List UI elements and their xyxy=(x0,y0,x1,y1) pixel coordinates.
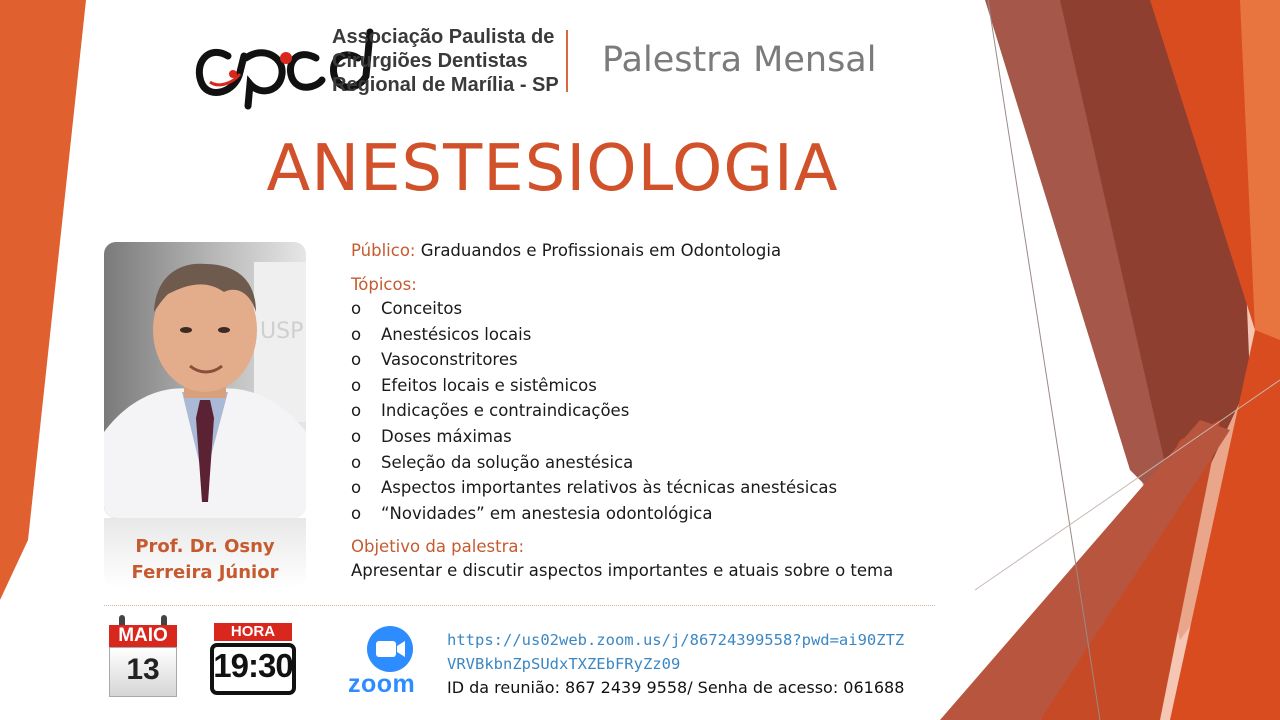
topic-text: Seleção da solução anestésica xyxy=(381,452,634,472)
zoom-link-line-1[interactable]: https://us02web.zoom.us/j/86724399558?pwd=ai90ZTZ xyxy=(447,631,905,649)
logo-line-1: Associação Paulista de xyxy=(332,26,555,48)
bullet: o xyxy=(351,503,362,523)
bullet: o xyxy=(351,350,362,370)
objective-label: Objetivo da palestra: xyxy=(351,537,525,557)
bullet: o xyxy=(351,401,362,421)
topic-text: Doses máximas xyxy=(381,426,512,446)
topic-text: “Novidades” em anestesia odontológica xyxy=(381,503,713,523)
topic-item xyxy=(351,296,951,322)
zoom-link-line-2[interactable]: VRVBkbnZpSUdxTXZEbFRyZz09 xyxy=(447,655,681,673)
topic-item xyxy=(351,501,951,527)
topic-text: Efeitos locais e sistêmicos xyxy=(381,375,597,395)
audience-text: Graduandos e Profissionais em Odontologia xyxy=(420,241,782,260)
header-title: Palestra Mensal xyxy=(602,40,877,80)
topic-item xyxy=(351,398,951,424)
topic-item xyxy=(351,450,951,476)
bullet: o xyxy=(351,324,362,344)
logo-line-2: Cirurgiões Dentistas xyxy=(332,50,528,72)
date-month: MAIO xyxy=(109,625,177,647)
topic-item xyxy=(351,373,951,399)
speaker-name-line-1: Prof. Dr. Osny xyxy=(135,536,275,557)
audience-label: Público: xyxy=(351,241,416,260)
topic-item xyxy=(351,424,951,450)
speaker-name xyxy=(104,534,306,586)
svg-text:USP: USP xyxy=(260,319,304,344)
bullet: o xyxy=(351,452,362,472)
speaker-name-line-2: Ferreira Júnior xyxy=(131,562,279,583)
objective-text: Apresentar e discutir aspectos importantes e atuais sobre o tema xyxy=(351,561,894,581)
audience-row xyxy=(351,238,951,264)
bullet: o xyxy=(351,478,362,498)
topic-text: Vasoconstritores xyxy=(381,350,518,370)
content-block xyxy=(351,238,951,584)
topic-item xyxy=(351,475,951,501)
topic-text: Aspectos importantes relativos às técnicas anestésicas xyxy=(381,478,838,498)
clock-icon xyxy=(210,623,296,699)
calendar-icon xyxy=(105,615,181,701)
topic-text: Anestésicos locais xyxy=(381,324,532,344)
logo-line-3: Regional de Marília - SP xyxy=(332,74,559,96)
meeting-info: ID da reunião: 867 2439 9558/ Senha de acesso: 061688 xyxy=(447,678,905,697)
topics-list xyxy=(351,296,951,526)
speaker-photo xyxy=(104,242,306,518)
date-day: 13 xyxy=(126,653,160,686)
bullet: o xyxy=(351,375,362,395)
topic-item xyxy=(351,347,951,373)
footer-divider xyxy=(104,605,935,606)
bullet: o xyxy=(351,299,362,318)
header-divider xyxy=(566,30,568,92)
zoom-icon xyxy=(366,625,414,673)
time-value: 19:30 xyxy=(213,647,293,684)
topics-label: Tópicos: xyxy=(351,275,417,294)
topic-text: Indicações e contraindicações xyxy=(381,401,630,421)
topic-text: Conceitos xyxy=(381,299,463,318)
bullet: o xyxy=(351,426,362,446)
time-label: HORA xyxy=(214,623,292,641)
zoom-wordmark: zoom xyxy=(348,670,416,698)
main-title: ANESTESIOLOGIA xyxy=(266,132,839,206)
topic-item xyxy=(351,322,951,348)
logo-text xyxy=(332,25,559,97)
